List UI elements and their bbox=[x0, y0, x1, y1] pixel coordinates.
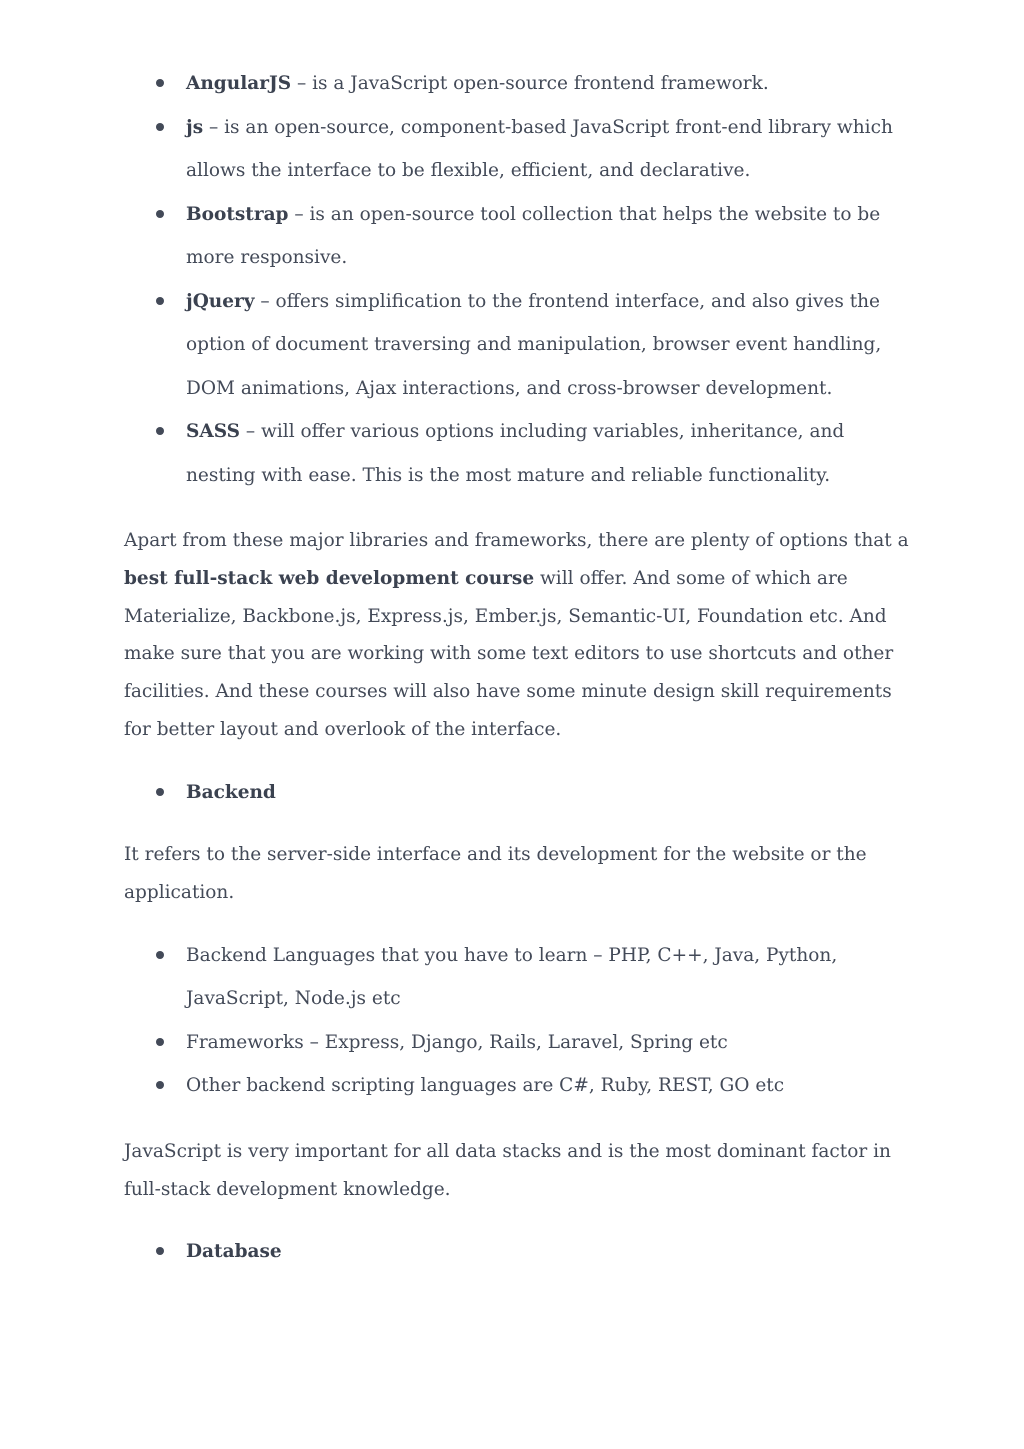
term-description: – offers simplification to the frontend interface, and also gives the option of document traversing and manipulation, browser event handling, DOM animations, Ajax interactions, and cross-browser development. bbox=[186, 290, 882, 399]
list-item: Frameworks – Express, Django, Rails, Laravel, Spring etc bbox=[186, 1021, 914, 1065]
document-page bbox=[124, 62, 914, 1274]
term-label: Bootstrap bbox=[186, 203, 289, 225]
term-label: AngularJS bbox=[186, 73, 292, 94]
list-item bbox=[186, 771, 914, 815]
term-label: SASS bbox=[186, 421, 241, 442]
list-item: Other backend scripting languages are C#, Ruby, REST, GO etc bbox=[186, 1064, 914, 1108]
list-item bbox=[186, 62, 914, 106]
paragraph-libraries: Apart from these major libraries and frameworks, there are plenty of options that a best full-stack web development course will offer. And some of which are Materialize, Backbone.js, Express.js, Ember.js, Semantic-UI, Foundation etc. And make sure that you are working with some text editors to use shortcuts and other facilities. And these courses will also have some minute design skill requirements for better layout and overlook of the interface. bbox=[124, 530, 909, 740]
list-item: Backend Languages that you have to learn – PHP, C++, Java, Python, JavaScript, Node.js etc bbox=[186, 934, 914, 1021]
list-item bbox=[186, 1230, 914, 1274]
term-description: – is a JavaScript open-source frontend framework. bbox=[291, 73, 769, 94]
term-description: – is an open-source tool collection that helps the website to be more responsive. bbox=[186, 203, 881, 268]
list-item bbox=[186, 106, 914, 193]
backend-heading-list bbox=[124, 771, 914, 815]
course-link-text: best full-stack web development course bbox=[124, 567, 535, 589]
frontend-list bbox=[124, 62, 914, 497]
term-description: – will offer various options including variables, inheritance, and nesting with ease. This is the most mature and reliable functionality. bbox=[186, 421, 845, 486]
list-item bbox=[186, 410, 914, 497]
term-label: jQuery bbox=[186, 290, 255, 312]
term-label: js bbox=[186, 116, 204, 138]
list-item bbox=[186, 193, 914, 280]
database-heading-list bbox=[124, 1230, 914, 1274]
section-heading-database: Database bbox=[186, 1241, 282, 1263]
paragraph-backend: It refers to the server-side interface and its development for the website or the application. bbox=[124, 844, 867, 904]
term-description: – is an open-source, component-based JavaScript front-end library which allows the interface to be flexible, efficient, and declarative. bbox=[186, 116, 893, 181]
list-item bbox=[186, 280, 914, 411]
backend-list bbox=[124, 934, 914, 1108]
paragraph-javascript: JavaScript is very important for all data stacks and is the most dominant factor in full-stack development knowledge. bbox=[124, 1140, 891, 1200]
section-heading-backend: Backend bbox=[186, 781, 276, 803]
